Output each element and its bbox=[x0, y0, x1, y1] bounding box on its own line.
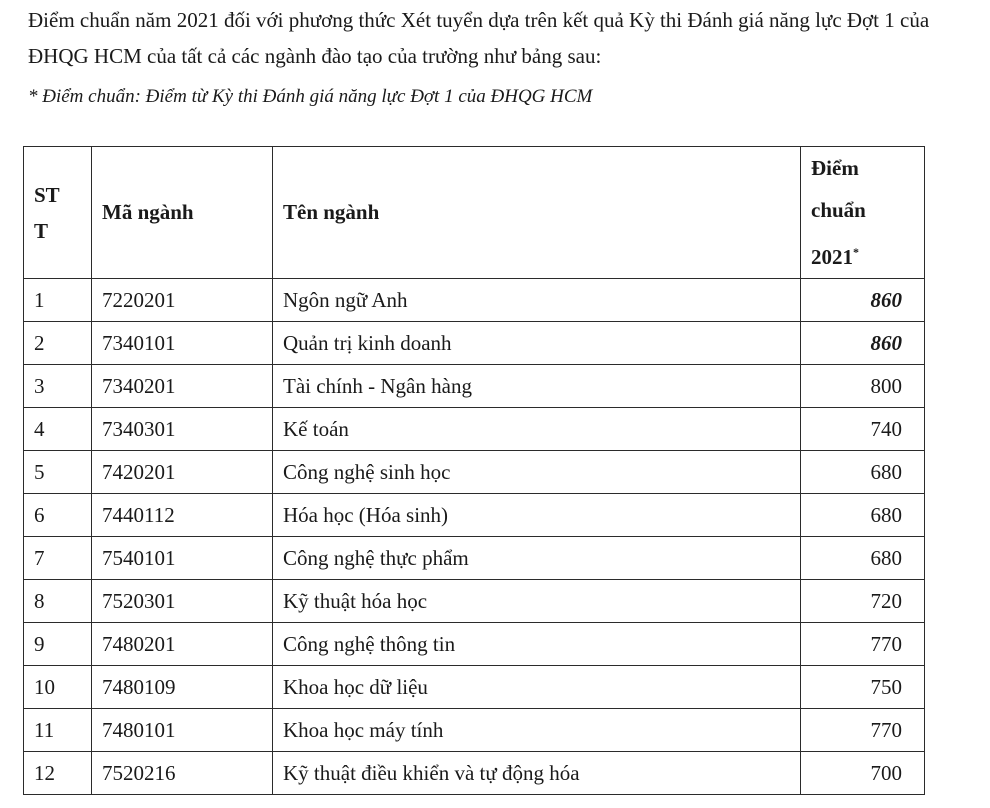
cell-code: 7440112 bbox=[92, 494, 273, 537]
header-score bbox=[801, 147, 925, 279]
cell-stt: 10 bbox=[24, 666, 92, 709]
header-stt-line2: T bbox=[34, 218, 49, 243]
cell-stt: 4 bbox=[24, 408, 92, 451]
cell-code: 7540101 bbox=[92, 537, 273, 580]
cell-code: 7420201 bbox=[92, 451, 273, 494]
cell-score: 720 bbox=[801, 580, 925, 623]
cell-stt: 6 bbox=[24, 494, 92, 537]
table-row bbox=[24, 752, 925, 795]
table-row bbox=[24, 451, 925, 494]
header-score-mark: * bbox=[853, 245, 859, 259]
cell-stt: 12 bbox=[24, 752, 92, 795]
cell-name: Kỹ thuật điều khiển và tự động hóa bbox=[273, 752, 801, 795]
cell-code: 7340201 bbox=[92, 365, 273, 408]
cell-stt: 9 bbox=[24, 623, 92, 666]
cell-score: 740 bbox=[801, 408, 925, 451]
cell-stt: 3 bbox=[24, 365, 92, 408]
cell-name: Công nghệ sinh học bbox=[273, 451, 801, 494]
cell-stt: 2 bbox=[24, 322, 92, 365]
cell-code: 7340301 bbox=[92, 408, 273, 451]
cell-score: 680 bbox=[801, 451, 925, 494]
cell-name: Khoa học dữ liệu bbox=[273, 666, 801, 709]
header-name: Tên ngành bbox=[273, 147, 801, 279]
header-code: Mã ngành bbox=[92, 147, 273, 279]
table-row bbox=[24, 666, 925, 709]
cell-score: 770 bbox=[801, 623, 925, 666]
cell-score: 860 bbox=[801, 279, 925, 322]
header-score-line1: Điểm bbox=[811, 156, 859, 180]
table-row bbox=[24, 408, 925, 451]
table-row bbox=[24, 365, 925, 408]
cell-code: 7220201 bbox=[92, 279, 273, 322]
header-stt bbox=[24, 147, 92, 279]
cell-score: 860 bbox=[801, 322, 925, 365]
cell-name: Kế toán bbox=[273, 408, 801, 451]
cell-name: Kỹ thuật hóa học bbox=[273, 580, 801, 623]
cell-score: 680 bbox=[801, 537, 925, 580]
cell-score: 750 bbox=[801, 666, 925, 709]
cell-code: 7520301 bbox=[92, 580, 273, 623]
cell-score: 800 bbox=[801, 365, 925, 408]
table-header-row bbox=[24, 147, 925, 279]
header-stt-line1: ST bbox=[34, 182, 60, 207]
score-note: * Điểm chuẩn: Điểm từ Kỳ thi Đánh giá năng lực Đợt 1 của ĐHQG HCM bbox=[28, 86, 593, 107]
table-row bbox=[24, 709, 925, 752]
cell-code: 7480101 bbox=[92, 709, 273, 752]
cell-name: Công nghệ thực phẩm bbox=[273, 537, 801, 580]
table-row bbox=[24, 494, 925, 537]
cell-name: Ngôn ngữ Anh bbox=[273, 279, 801, 322]
cell-code: 7480201 bbox=[92, 623, 273, 666]
cell-stt: 1 bbox=[24, 279, 92, 322]
cell-stt: 7 bbox=[24, 537, 92, 580]
cell-name: Khoa học máy tính bbox=[273, 709, 801, 752]
table-row bbox=[24, 322, 925, 365]
cell-stt: 11 bbox=[24, 709, 92, 752]
table-row bbox=[24, 623, 925, 666]
cell-score: 770 bbox=[801, 709, 925, 752]
cell-code: 7480109 bbox=[92, 666, 273, 709]
cell-score: 680 bbox=[801, 494, 925, 537]
cell-name: Hóa học (Hóa sinh) bbox=[273, 494, 801, 537]
cell-code: 7340101 bbox=[92, 322, 273, 365]
cell-stt: 5 bbox=[24, 451, 92, 494]
table-row bbox=[24, 279, 925, 322]
table-body bbox=[24, 279, 925, 795]
cell-code: 7520216 bbox=[92, 752, 273, 795]
header-score-line3: 2021 bbox=[811, 245, 853, 269]
table-row bbox=[24, 580, 925, 623]
cell-stt: 8 bbox=[24, 580, 92, 623]
table-row bbox=[24, 537, 925, 580]
header-score-line2: chuẩn bbox=[811, 198, 866, 222]
cell-name: Tài chính - Ngân hàng bbox=[273, 365, 801, 408]
cell-score: 700 bbox=[801, 752, 925, 795]
intro-paragraph: Điểm chuẩn năm 2021 đối với phương thức Xét tuyển dựa trên kết quả Kỳ thi Đánh giá năng lực Đợt 1 của ĐHQG HCM của tất cả các ngành đào tạo của trường như bảng sau: bbox=[28, 8, 930, 68]
cell-name: Công nghệ thông tin bbox=[273, 623, 801, 666]
cell-name: Quản trị kinh doanh bbox=[273, 322, 801, 365]
admission-score-table bbox=[23, 146, 925, 795]
